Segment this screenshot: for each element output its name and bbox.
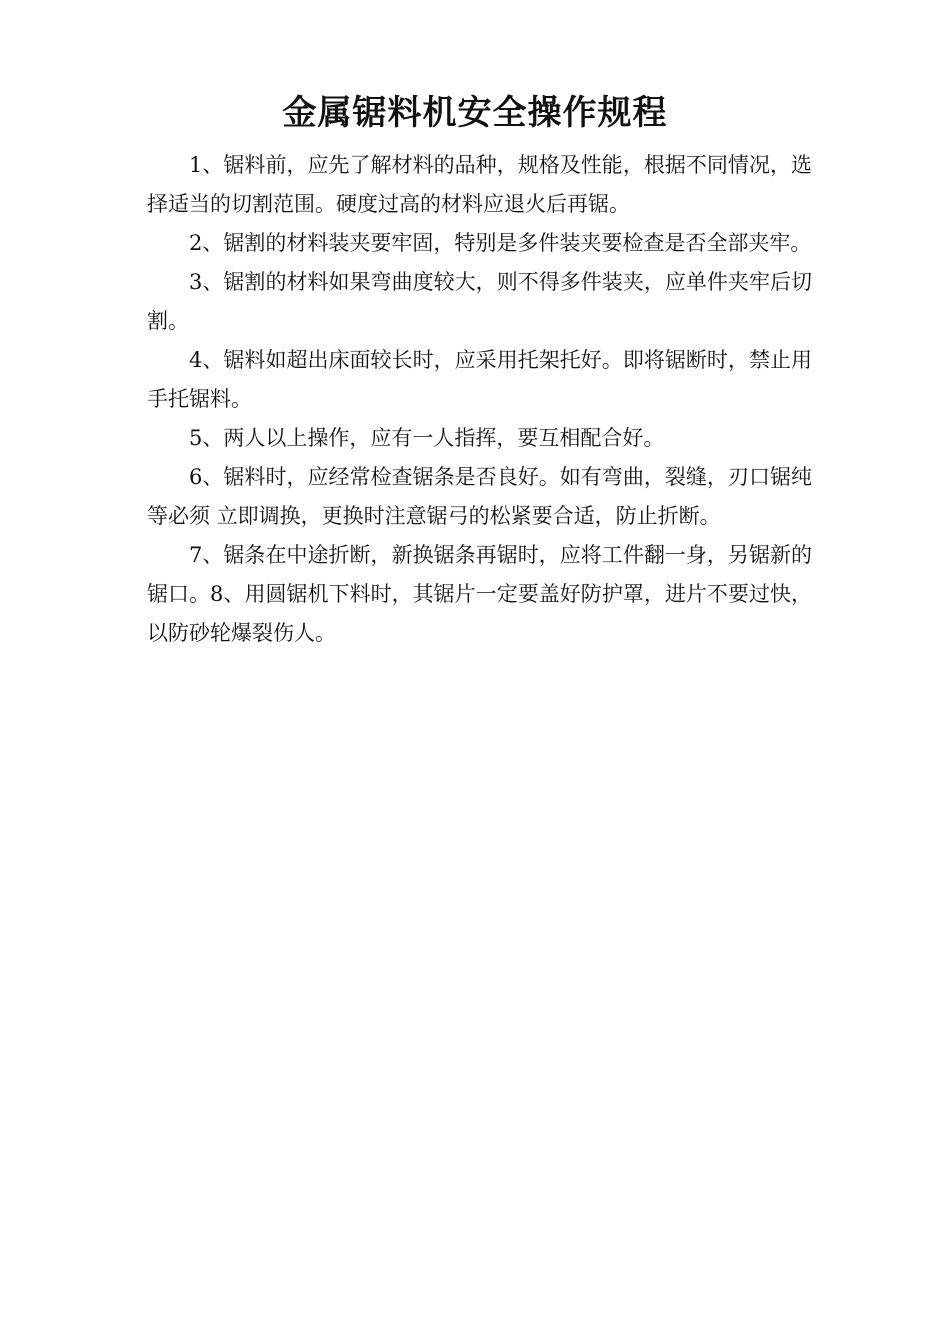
paragraph-2: 2、锯割的材料装夹要牢固，特别是多件装夹要检查是否全部夹牢。 — [189, 231, 812, 255]
paragraph-7: 7、锯条在中途折断，新换锯条再锯时，应将工件翻一身，另锯新的锯口。8、用圆锯机下料时，其锯片一定要盖好防护罩，进片不要过快，以防砂轮爆裂伤人。 — [147, 543, 812, 645]
paragraph-5: 5、两人以上操作，应有一人指挥，要互相配合好。 — [189, 426, 665, 450]
paragraph-6: 6、锯料时，应经常检查锯条是否良好。如有弯曲，裂缝，刃口锯纯等必须 立即调换，更换时注意锯弓的松紧要合适，防止折断。 — [147, 465, 812, 528]
paragraph-3: 3、锯割的材料如果弯曲度较大，则不得多件装夹，应单件夹牢后切割。 — [147, 270, 812, 333]
paragraph-4: 4、锯料如超出床面较长时，应采用托架托好。即将锯断时，禁止用手托锯料。 — [147, 348, 812, 411]
document-title: 金属锯料机安全操作规程 — [282, 93, 668, 133]
document-body — [147, 146, 812, 653]
paragraph-1: 1、锯料前，应先了解材料的品种，规格及性能，根据不同情况，选择适当的切割范围。硬度过高的材料应退火后再锯。 — [147, 153, 812, 216]
